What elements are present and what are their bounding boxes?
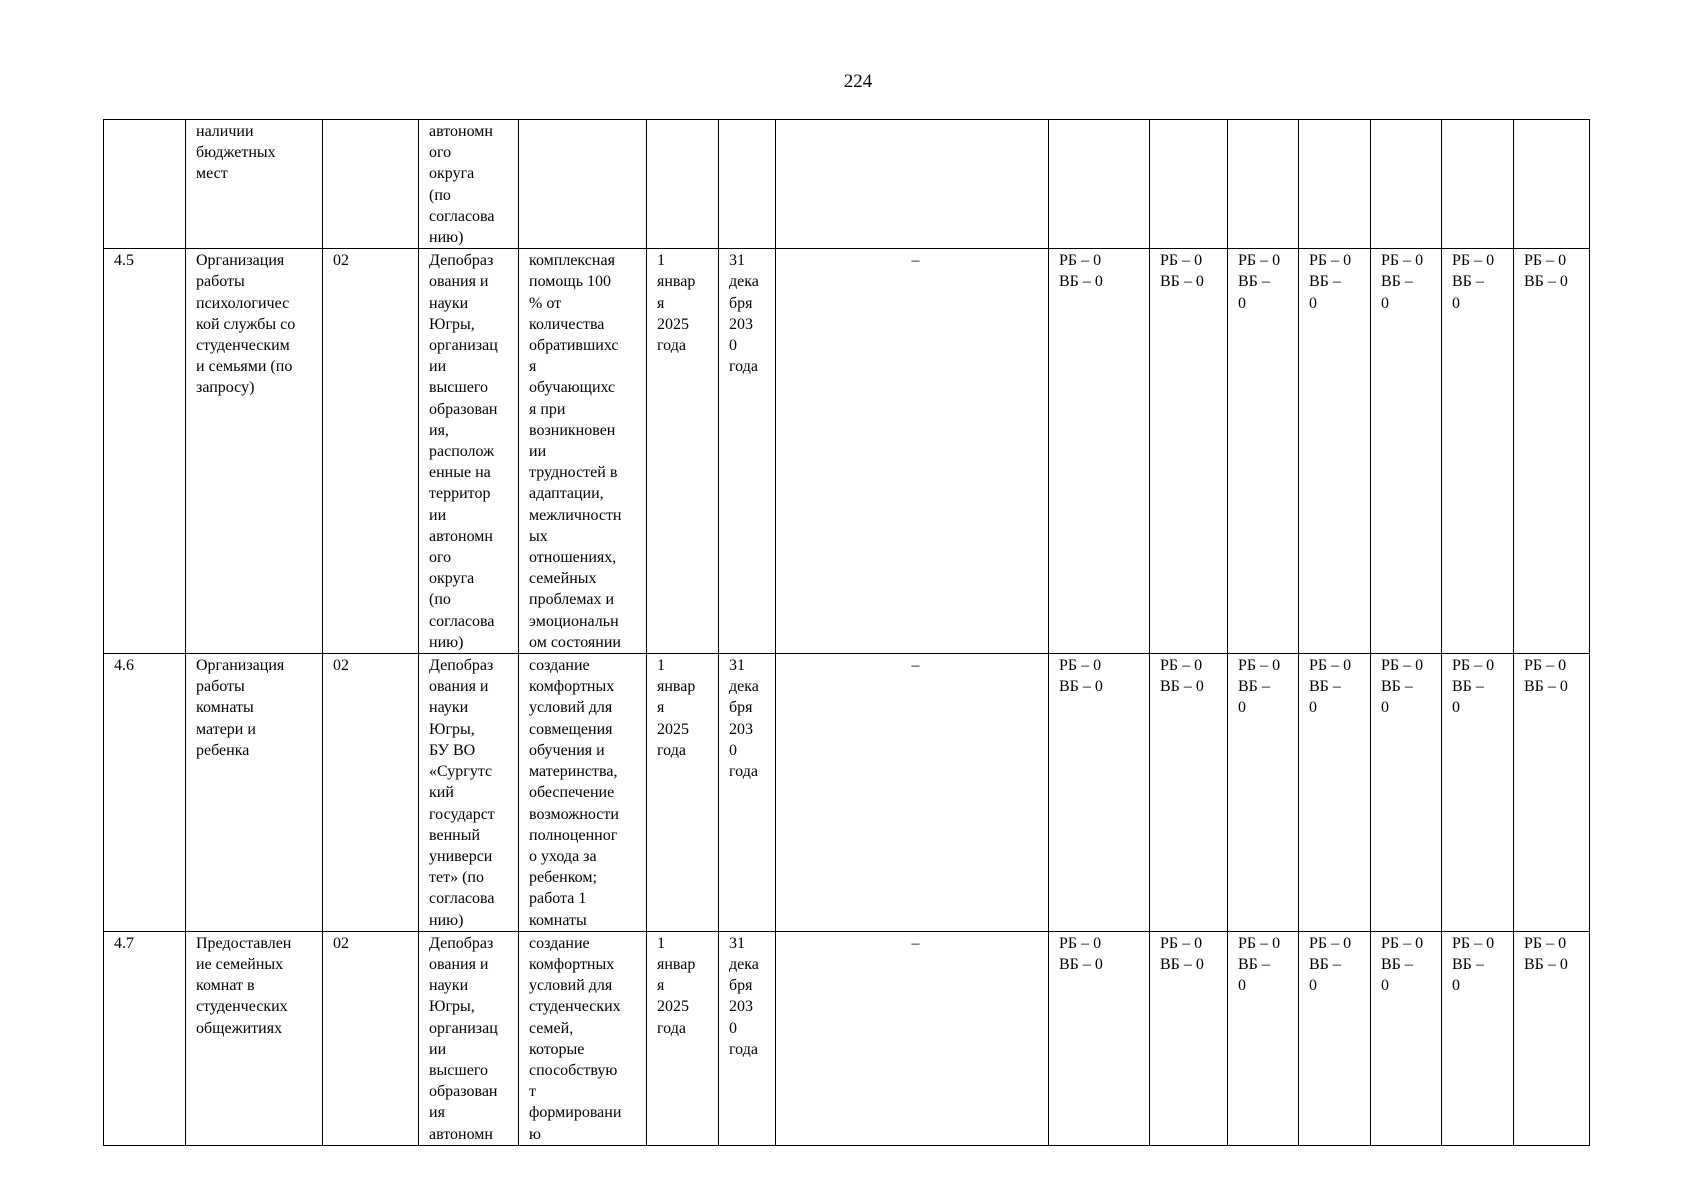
cell-funding-1: РБ – 0 ВБ – 0 [1049,249,1150,654]
cell-note [776,120,1049,249]
cell-funding-2 [1150,120,1228,249]
cell-start-date: 1 январ я 2025 года [647,249,719,654]
cell-funding-1 [1049,120,1150,249]
cell-code: 02 [323,249,419,654]
cell-funding-3 [1228,120,1299,249]
cell-result [519,120,647,249]
table-row [104,931,1590,1145]
cell-code: 02 [323,931,419,1145]
cell-funding-3: РБ – 0 ВБ – 0 [1228,654,1299,932]
cell-funding-7: РБ – 0 ВБ – 0 [1514,654,1590,932]
cell-measure-name: Организация работы психологичес кой службы со студенческим и семьями (по запросу) [186,249,323,654]
cell-funding-7: РБ – 0 ВБ – 0 [1514,931,1590,1145]
cell-number: 4.6 [104,654,186,932]
cell-funding-6: РБ – 0 ВБ – 0 [1442,931,1514,1145]
cell-measure-name: Предоставлен ие семейных комнат в студенческих общежитиях [186,931,323,1145]
cell-funding-5: РБ – 0 ВБ – 0 [1371,249,1442,654]
table-row [104,120,1590,249]
cell-funding-7 [1514,120,1590,249]
cell-end-date: 31 дека бря 203 0 года [719,249,776,654]
cell-note: – [776,654,1049,932]
cell-funding-6: РБ – 0 ВБ – 0 [1442,249,1514,654]
cell-start-date [647,120,719,249]
cell-result: создание комфортных условий для совмещения обучения и материнства, обеспечение возможности полноценног о ухода за ребенком; работа 1 комнаты [519,654,647,932]
cell-start-date: 1 январ я 2025 года [647,654,719,932]
table-row [104,654,1590,932]
cell-start-date: 1 январ я 2025 года [647,931,719,1145]
cell-note: – [776,931,1049,1145]
cell-result: комплексная помощь 100 % от количества обратившихс я обучающихс я при возникновен ии трудностей в адаптации, межличностн ых отношениях, семейных проблемах и эмоциональн ом состоянии [519,249,647,654]
cell-measure-name: Организация работы комнаты матери и ребенка [186,654,323,932]
cell-number [104,120,186,249]
cell-number: 4.7 [104,931,186,1145]
cell-funding-6 [1442,120,1514,249]
cell-code: 02 [323,654,419,932]
cell-funding-5: РБ – 0 ВБ – 0 [1371,931,1442,1145]
cell-end-date [719,120,776,249]
cell-funding-3: РБ – 0 ВБ – 0 [1228,249,1299,654]
cell-funding-3: РБ – 0 ВБ – 0 [1228,931,1299,1145]
cell-funding-2: РБ – 0 ВБ – 0 [1150,654,1228,932]
cell-funding-6: РБ – 0 ВБ – 0 [1442,654,1514,932]
cell-funding-5 [1371,120,1442,249]
table-row [104,249,1590,654]
cell-end-date: 31 дека бря 203 0 года [719,654,776,932]
cell-result: создание комфортных условий для студенческих семей, которые способствую т формировани ю [519,931,647,1145]
cell-funding-4: РБ – 0 ВБ – 0 [1299,249,1371,654]
cell-note: – [776,249,1049,654]
cell-executor: Депобраз ования и науки Югры, БУ ВО «Сургутс кий государст венный универси тет» (по согласова нию) [419,654,519,932]
cell-executor: Депобраз ования и науки Югры, организац ии высшего образован ия, располож енные на территор ии автономн ого округа (по согласова нию) [419,249,519,654]
cell-funding-5: РБ – 0 ВБ – 0 [1371,654,1442,932]
cell-funding-4 [1299,120,1371,249]
cell-funding-2: РБ – 0 ВБ – 0 [1150,249,1228,654]
cell-funding-4: РБ – 0 ВБ – 0 [1299,654,1371,932]
cell-number: 4.5 [104,249,186,654]
cell-funding-1: РБ – 0 ВБ – 0 [1049,931,1150,1145]
cell-funding-4: РБ – 0 ВБ – 0 [1299,931,1371,1145]
page-number: 224 [843,71,873,92]
cell-end-date: 31 дека бря 203 0 года [719,931,776,1145]
cell-code [323,120,419,249]
measures-table [103,119,1590,1146]
cell-funding-2: РБ – 0 ВБ – 0 [1150,931,1228,1145]
cell-funding-1: РБ – 0 ВБ – 0 [1049,654,1150,932]
cell-executor: автономн ого округа (по согласова нию) [419,120,519,249]
cell-measure-name: наличии бюджетных мест [186,120,323,249]
cell-funding-7: РБ – 0 ВБ – 0 [1514,249,1590,654]
cell-executor: Депобраз ования и науки Югры, организац ии высшего образован ия автономн [419,931,519,1145]
